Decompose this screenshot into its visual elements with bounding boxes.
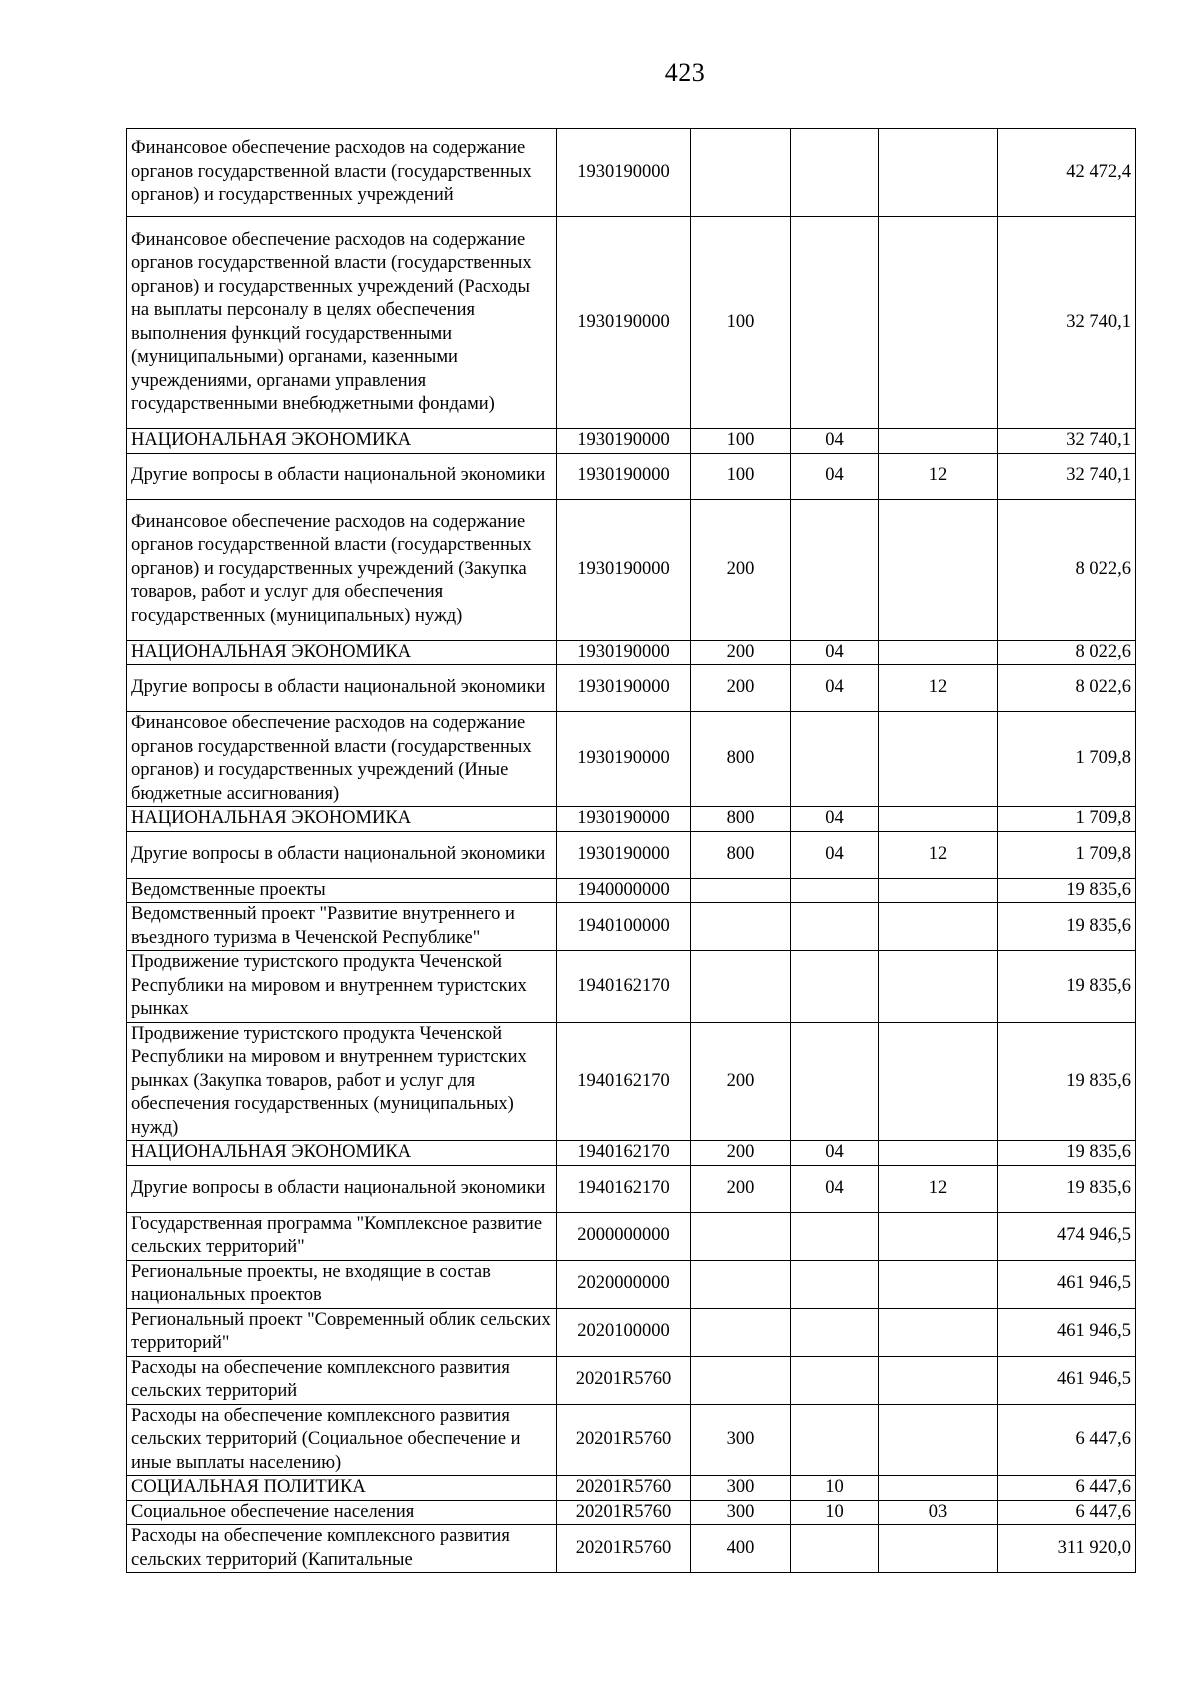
table-row xyxy=(127,712,1136,807)
row-expense-type xyxy=(691,878,791,903)
row-amount: 461 946,5 xyxy=(998,1356,1136,1404)
row-subsection: 12 xyxy=(879,453,998,499)
row-expense-type: 100 xyxy=(691,453,791,499)
table-row xyxy=(127,903,1136,951)
row-expense-type xyxy=(691,951,791,1023)
row-code: 1940162170 xyxy=(557,951,691,1023)
row-name: Социальное обеспечение населения xyxy=(127,1500,557,1525)
row-name: Региональный проект "Современный облик сельских территорий" xyxy=(127,1308,557,1356)
row-section xyxy=(791,1260,879,1308)
row-name: НАЦИОНАЛЬНАЯ ЭКОНОМИКА xyxy=(127,429,557,454)
row-amount: 32 740,1 xyxy=(998,453,1136,499)
row-subsection xyxy=(879,499,998,640)
row-section xyxy=(791,1022,879,1141)
table-row xyxy=(127,1165,1136,1212)
row-code: 1930190000 xyxy=(557,453,691,499)
row-expense-type xyxy=(691,129,791,217)
row-amount: 19 835,6 xyxy=(998,1022,1136,1141)
row-name: Другие вопросы в области национальной экономики xyxy=(127,831,557,878)
row-amount: 474 946,5 xyxy=(998,1212,1136,1260)
row-section xyxy=(791,878,879,903)
row-name: Другие вопросы в области национальной экономики xyxy=(127,453,557,499)
row-subsection xyxy=(879,712,998,807)
row-name: НАЦИОНАЛЬНАЯ ЭКОНОМИКА xyxy=(127,640,557,665)
row-code: 20201R5760 xyxy=(557,1525,691,1573)
row-code: 20201R5760 xyxy=(557,1500,691,1525)
table-row xyxy=(127,665,1136,712)
row-section xyxy=(791,1212,879,1260)
row-amount: 1 709,8 xyxy=(998,831,1136,878)
table-row xyxy=(127,1212,1136,1260)
row-section: 04 xyxy=(791,453,879,499)
row-name: Финансовое обеспечение расходов на содержание органов государственной власти (государственных органов) и государственных учреждений (Расходы на выплаты персоналу в целях обеспечения выполнения функций государственными (муниципальными) органами, казенными учреждениями, органами управления государственными внебюджетными фондами) xyxy=(127,217,557,429)
row-expense-type xyxy=(691,1260,791,1308)
row-section: 04 xyxy=(791,665,879,712)
row-subsection xyxy=(879,1212,998,1260)
table-row xyxy=(127,1500,1136,1525)
row-code: 1940100000 xyxy=(557,903,691,951)
row-section xyxy=(791,499,879,640)
row-amount: 8 022,6 xyxy=(998,640,1136,665)
row-amount: 32 740,1 xyxy=(998,429,1136,454)
row-name: СОЦИАЛЬНАЯ ПОЛИТИКА xyxy=(127,1476,557,1501)
row-code: 2000000000 xyxy=(557,1212,691,1260)
row-subsection xyxy=(879,1404,998,1476)
row-section xyxy=(791,712,879,807)
row-code: 1930190000 xyxy=(557,831,691,878)
row-code: 20201R5760 xyxy=(557,1476,691,1501)
row-subsection xyxy=(879,1141,998,1166)
row-section: 04 xyxy=(791,1165,879,1212)
row-subsection xyxy=(879,129,998,217)
row-expense-type xyxy=(691,1212,791,1260)
row-code: 1940162170 xyxy=(557,1165,691,1212)
row-expense-type: 200 xyxy=(691,499,791,640)
row-name: Другие вопросы в области национальной экономики xyxy=(127,665,557,712)
row-subsection xyxy=(879,878,998,903)
table-row xyxy=(127,807,1136,832)
row-subsection xyxy=(879,1308,998,1356)
row-expense-type: 300 xyxy=(691,1476,791,1501)
row-section: 04 xyxy=(791,429,879,454)
row-amount: 19 835,6 xyxy=(998,1165,1136,1212)
row-amount: 19 835,6 xyxy=(998,878,1136,903)
table-row xyxy=(127,499,1136,640)
row-amount: 6 447,6 xyxy=(998,1500,1136,1525)
table-row xyxy=(127,1308,1136,1356)
row-amount: 6 447,6 xyxy=(998,1404,1136,1476)
page-number: 423 xyxy=(664,58,706,87)
row-name: Региональные проекты, не входящие в состав национальных проектов xyxy=(127,1260,557,1308)
row-name: Продвижение туристского продукта Чеченской Республики на мировом и внутреннем туристских рынках xyxy=(127,951,557,1023)
row-code: 2020100000 xyxy=(557,1308,691,1356)
row-section xyxy=(791,903,879,951)
row-expense-type: 800 xyxy=(691,712,791,807)
row-code: 1930190000 xyxy=(557,640,691,665)
row-amount: 19 835,6 xyxy=(998,951,1136,1023)
row-section: 04 xyxy=(791,831,879,878)
row-amount: 19 835,6 xyxy=(998,1141,1136,1166)
row-amount: 6 447,6 xyxy=(998,1476,1136,1501)
row-section xyxy=(791,1525,879,1573)
row-subsection xyxy=(879,1356,998,1404)
row-subsection xyxy=(879,1022,998,1141)
row-expense-type xyxy=(691,903,791,951)
row-amount: 311 920,0 xyxy=(998,1525,1136,1573)
row-subsection xyxy=(879,807,998,832)
row-section xyxy=(791,951,879,1023)
table-row xyxy=(127,1404,1136,1476)
row-amount: 8 022,6 xyxy=(998,665,1136,712)
table-row xyxy=(127,129,1136,217)
row-amount: 32 740,1 xyxy=(998,217,1136,429)
row-subsection xyxy=(879,217,998,429)
row-name: НАЦИОНАЛЬНАЯ ЭКОНОМИКА xyxy=(127,807,557,832)
table-row xyxy=(127,1356,1136,1404)
row-section xyxy=(791,1308,879,1356)
row-amount: 1 709,8 xyxy=(998,807,1136,832)
row-name: НАЦИОНАЛЬНАЯ ЭКОНОМИКА xyxy=(127,1141,557,1166)
row-section: 04 xyxy=(791,807,879,832)
table-row xyxy=(127,1022,1136,1141)
row-expense-type: 200 xyxy=(691,1022,791,1141)
row-subsection xyxy=(879,429,998,454)
table-row xyxy=(127,1476,1136,1501)
row-section: 04 xyxy=(791,640,879,665)
row-expense-type: 100 xyxy=(691,429,791,454)
row-name: Продвижение туристского продукта Чеченской Республики на мировом и внутреннем туристских рынках (Закупка товаров, работ и услуг для обеспечения государственных (муниципальных) нужд) xyxy=(127,1022,557,1141)
row-name: Финансовое обеспечение расходов на содержание органов государственной власти (государственных органов) и государственных учреждений (Закупка товаров, работ и услуг для обеспечения государственных (муниципальных) нужд) xyxy=(127,499,557,640)
row-subsection xyxy=(879,903,998,951)
row-expense-type xyxy=(691,1308,791,1356)
table-row xyxy=(127,453,1136,499)
row-expense-type: 800 xyxy=(691,831,791,878)
row-subsection: 03 xyxy=(879,1500,998,1525)
row-expense-type: 800 xyxy=(691,807,791,832)
row-expense-type: 300 xyxy=(691,1404,791,1476)
row-code: 20201R5760 xyxy=(557,1356,691,1404)
row-subsection xyxy=(879,1525,998,1573)
table-row xyxy=(127,878,1136,903)
row-section xyxy=(791,129,879,217)
row-name: Ведомственные проекты xyxy=(127,878,557,903)
row-code: 1930190000 xyxy=(557,429,691,454)
row-section: 04 xyxy=(791,1141,879,1166)
row-expense-type: 200 xyxy=(691,1165,791,1212)
row-section xyxy=(791,1356,879,1404)
row-amount: 42 472,4 xyxy=(998,129,1136,217)
row-code: 1930190000 xyxy=(557,217,691,429)
row-expense-type: 200 xyxy=(691,640,791,665)
row-code: 1930190000 xyxy=(557,665,691,712)
row-code: 1930190000 xyxy=(557,807,691,832)
table-row xyxy=(127,429,1136,454)
row-name: Государственная программа "Комплексное развитие сельских территорий" xyxy=(127,1212,557,1260)
row-code: 1940000000 xyxy=(557,878,691,903)
table-row xyxy=(127,831,1136,878)
row-code: 2020000000 xyxy=(557,1260,691,1308)
table-row xyxy=(127,951,1136,1023)
row-code: 1930190000 xyxy=(557,499,691,640)
budget-table-body xyxy=(127,129,1136,1573)
row-expense-type xyxy=(691,1356,791,1404)
row-amount: 461 946,5 xyxy=(998,1308,1136,1356)
row-subsection xyxy=(879,1476,998,1501)
table-row xyxy=(127,640,1136,665)
row-expense-type: 200 xyxy=(691,1141,791,1166)
row-name: Расходы на обеспечение комплексного развития сельских территорий xyxy=(127,1356,557,1404)
table-row xyxy=(127,1260,1136,1308)
row-code: 20201R5760 xyxy=(557,1404,691,1476)
row-subsection: 12 xyxy=(879,1165,998,1212)
row-name: Расходы на обеспечение комплексного развития сельских территорий (Социальное обеспечение и иные выплаты населению) xyxy=(127,1404,557,1476)
row-amount: 8 022,6 xyxy=(998,499,1136,640)
budget-table xyxy=(126,128,1136,1573)
row-section xyxy=(791,217,879,429)
row-section: 10 xyxy=(791,1476,879,1501)
row-name: Другие вопросы в области национальной экономики xyxy=(127,1165,557,1212)
row-subsection: 12 xyxy=(879,665,998,712)
row-name: Финансовое обеспечение расходов на содержание органов государственной власти (государственных органов) и государственных учреждений xyxy=(127,129,557,217)
row-amount: 19 835,6 xyxy=(998,903,1136,951)
table-row xyxy=(127,1141,1136,1166)
row-section: 10 xyxy=(791,1500,879,1525)
table-row xyxy=(127,217,1136,429)
row-code: 1940162170 xyxy=(557,1141,691,1166)
row-subsection xyxy=(879,1260,998,1308)
table-row xyxy=(127,1525,1136,1573)
row-subsection xyxy=(879,640,998,665)
row-expense-type: 100 xyxy=(691,217,791,429)
row-section xyxy=(791,1404,879,1476)
row-expense-type: 300 xyxy=(691,1500,791,1525)
row-amount: 461 946,5 xyxy=(998,1260,1136,1308)
row-amount: 1 709,8 xyxy=(998,712,1136,807)
row-subsection: 12 xyxy=(879,831,998,878)
row-expense-type: 200 xyxy=(691,665,791,712)
row-name: Финансовое обеспечение расходов на содержание органов государственной власти (государственных органов) и государственных учреждений (Иные бюджетные ассигнования) xyxy=(127,712,557,807)
row-name: Ведомственный проект "Развитие внутреннего и въездного туризма в Чеченской Республике" xyxy=(127,903,557,951)
row-code: 1940162170 xyxy=(557,1022,691,1141)
row-subsection xyxy=(879,951,998,1023)
row-name: Расходы на обеспечение комплексного развития сельских территорий (Капитальные xyxy=(127,1525,557,1573)
row-code: 1930190000 xyxy=(557,712,691,807)
row-code: 1930190000 xyxy=(557,129,691,217)
row-expense-type: 400 xyxy=(691,1525,791,1573)
